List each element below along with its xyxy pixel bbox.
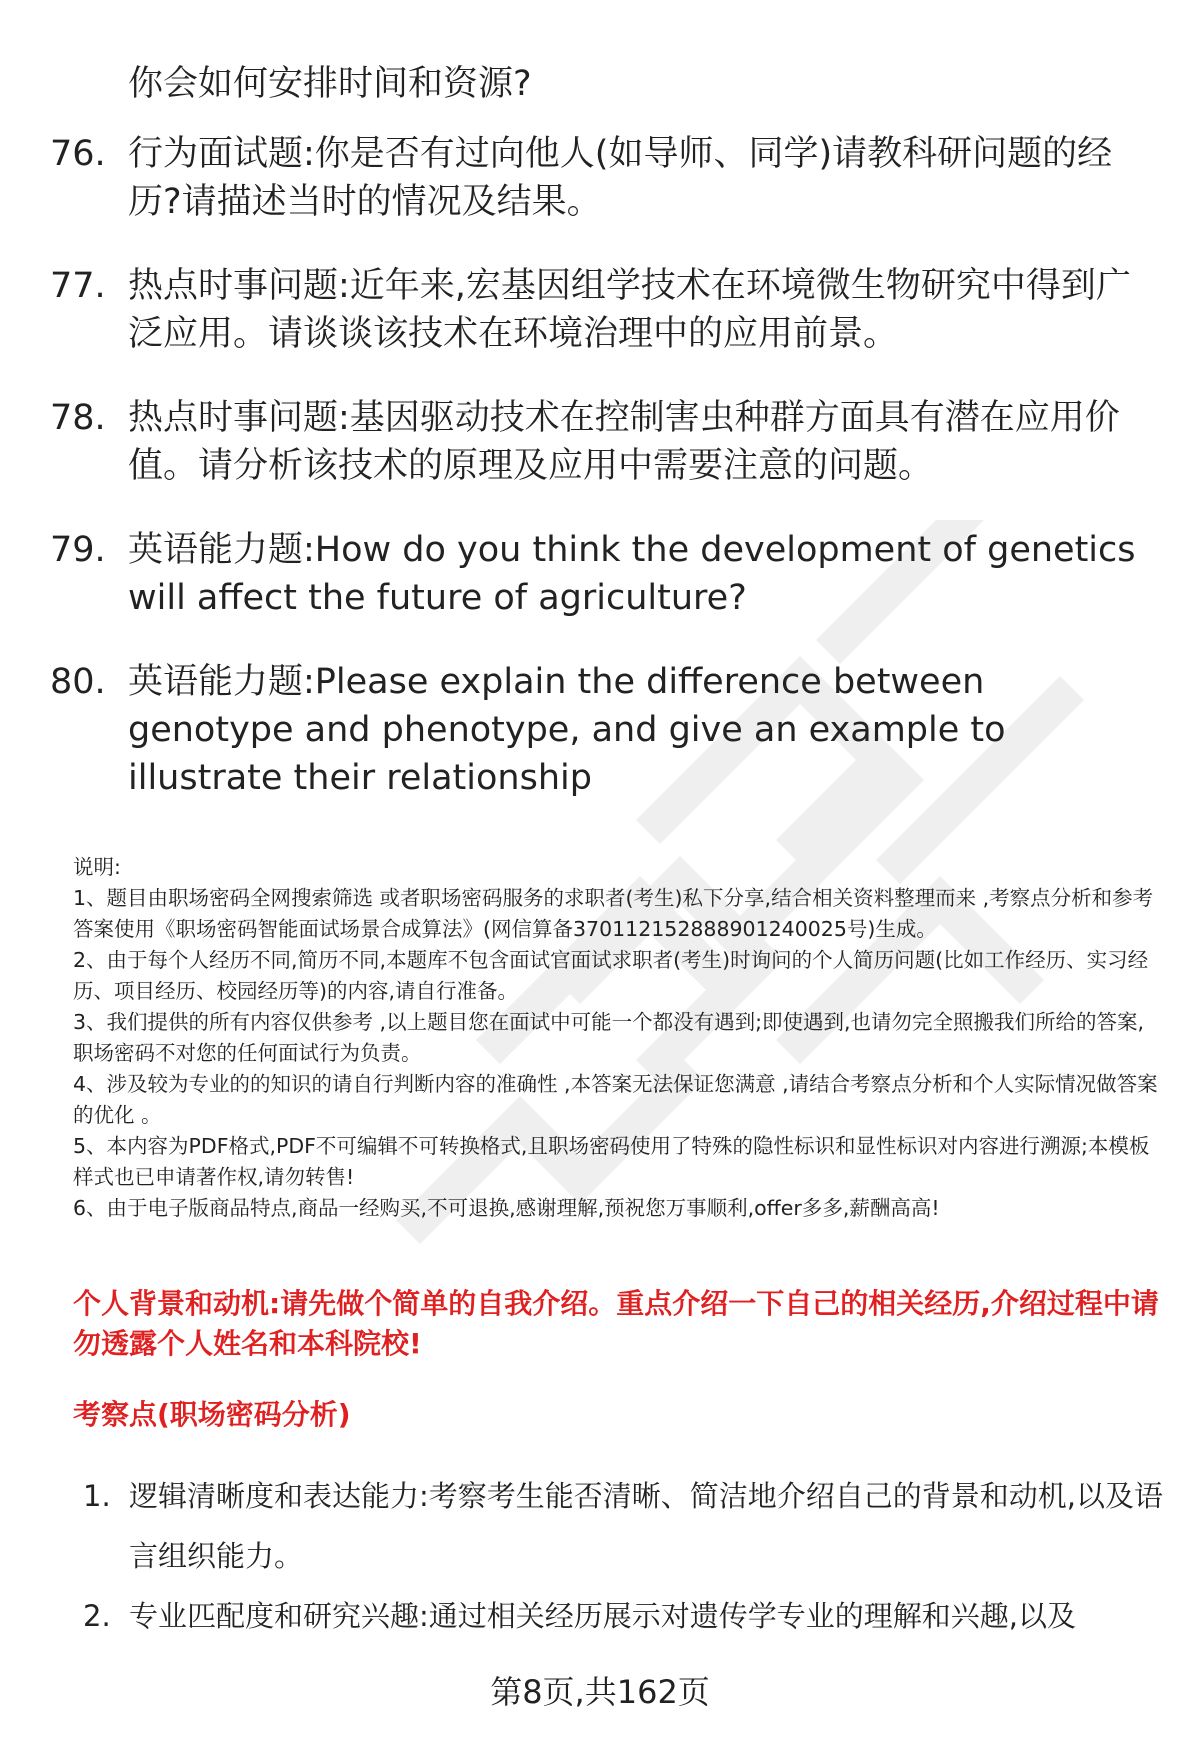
question-number: 78.	[50, 398, 106, 438]
analysis-item	[83, 1466, 1163, 1586]
question-item	[50, 658, 1160, 802]
note-item: 5、本内容为PDF格式,PDF不可编辑不可转换格式,且职场密码使用了特殊的隐性标识和显性标识对内容进行溯源;本模板样式也已申请著作权,请勿转售!	[73, 1134, 1150, 1189]
analysis-text: 专业匹配度和研究兴趣:通过相关经历展示对遗传学专业的理解和兴趣,以及	[129, 1599, 1076, 1633]
question-item	[50, 130, 1160, 226]
question-75-continued: 你会如何安排时间和资源?	[128, 64, 532, 104]
page-number-footer: 第8页,共162页	[490, 1673, 710, 1711]
analysis-list	[83, 1466, 1163, 1646]
analysis-heading: 考察点(职场密码分析)	[73, 1398, 351, 1431]
question-text: 热点时事问题:近年来,宏基因组学技术在环境微生物研究中得到广泛应用。请谈谈该技术在环境治理中的应用前景。	[128, 266, 1131, 354]
analysis-number: 1.	[83, 1479, 111, 1513]
question-item	[50, 526, 1160, 622]
note-item: 1、题目由职场密码全网搜索筛选 或者职场密码服务的求职者(考生)私下分享,结合相关资料整理而来 ,考察点分析和参考答案使用《职场密码智能面试场景合成算法》(网信算备370112152888901240025号)生成。	[73, 886, 1154, 941]
note-item: 3、我们提供的所有内容仅供参考 ,以上题目您在面试中可能一个都没有遇到;即使遇到,也请勿完全照搬我们所给的答案,职场密码不对您的任何面试行为负责。	[73, 1010, 1145, 1065]
section-question-heading: 个人背景和动机:请先做个简单的自我介绍。重点介绍一下自己的相关经历,介绍过程中请勿透露个人姓名和本科院校!	[73, 1287, 1159, 1360]
question-number: 80.	[50, 662, 106, 702]
question-number: 77.	[50, 266, 106, 306]
question-item	[50, 394, 1160, 490]
analysis-item	[83, 1586, 1163, 1646]
question-item	[50, 262, 1160, 358]
analysis-text: 逻辑清晰度和表达能力:考察考生能否清晰、简洁地介绍自己的背景和动机,以及语言组织能力。	[129, 1479, 1163, 1573]
notes-title: 说明:	[73, 855, 121, 879]
note-item: 4、涉及较为专业的的知识的请自行判断内容的准确性 ,本答案无法保证您满意 ,请结合考察点分析和个人实际情况做答案的优化 。	[73, 1072, 1158, 1127]
question-text: 行为面试题:你是否有过向他人(如导师、同学)请教科研问题的经历?请描述当时的情况及结果。	[128, 134, 1113, 222]
question-number: 79.	[50, 530, 106, 570]
question-text: 英语能力题:Please explain the difference between genotype and phenotype, and give an example to illustrate their relationship	[128, 662, 1006, 798]
question-number: 76.	[50, 134, 106, 174]
note-item: 6、由于电子版商品特点,商品一经购买,不可退换,感谢理解,预祝您万事顺利,offer多多,薪酬高高!	[73, 1196, 940, 1220]
question-text: 热点时事问题:基因驱动技术在控制害虫种群方面具有潜在应用价值。请分析该技术的原理及应用中需要注意的问题。	[128, 398, 1120, 486]
question-text: 英语能力题:How do you think the development of genetics will affect the future of agriculture?	[128, 530, 1136, 618]
note-item: 2、由于每个人经历不同,简历不同,本题库不包含面试官面试求职者(考生)时询问的个人简历问题(比如工作经历、实习经历、项目经历、校园经历等)的内容,请自行准备。	[73, 948, 1149, 1003]
analysis-number: 2.	[83, 1599, 111, 1633]
notes-section	[73, 852, 1163, 1224]
